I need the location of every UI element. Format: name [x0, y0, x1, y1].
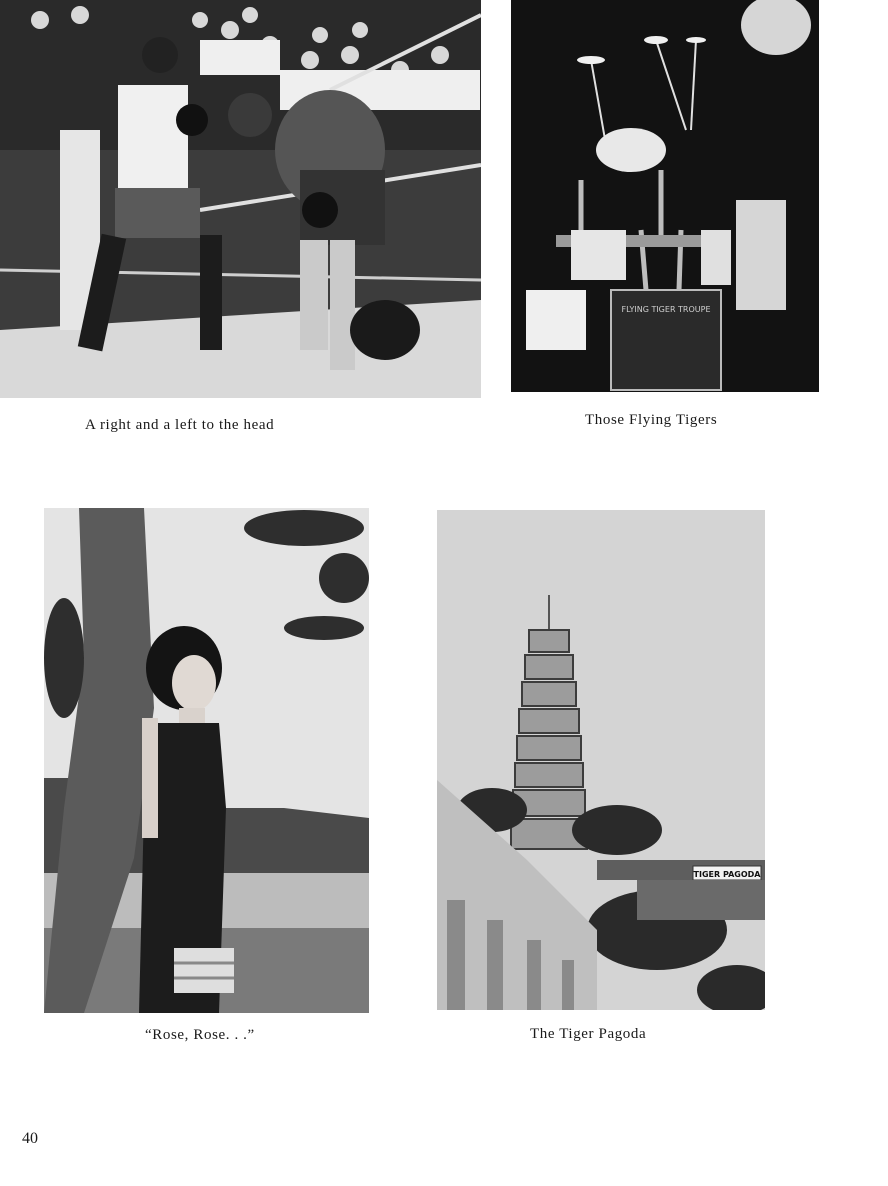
pagoda-sign-text: TIGER PAGODA [693, 870, 761, 879]
rose-caption: “Rose, Rose. . .” [145, 1027, 255, 1043]
pagoda-caption: The Tiger Pagoda [530, 1026, 647, 1042]
portrait-photo [44, 508, 369, 1013]
boxing-photo [0, 0, 481, 398]
acrobat-photo [511, 0, 819, 392]
boxing-caption: A right and a left to the head [85, 417, 275, 433]
pagoda-photo [437, 510, 765, 1010]
banner-text: FLYING TIGER TROUPE [621, 305, 711, 314]
page-number: 40 [22, 1130, 38, 1147]
flying-tigers-caption: Those Flying Tigers [585, 412, 718, 428]
